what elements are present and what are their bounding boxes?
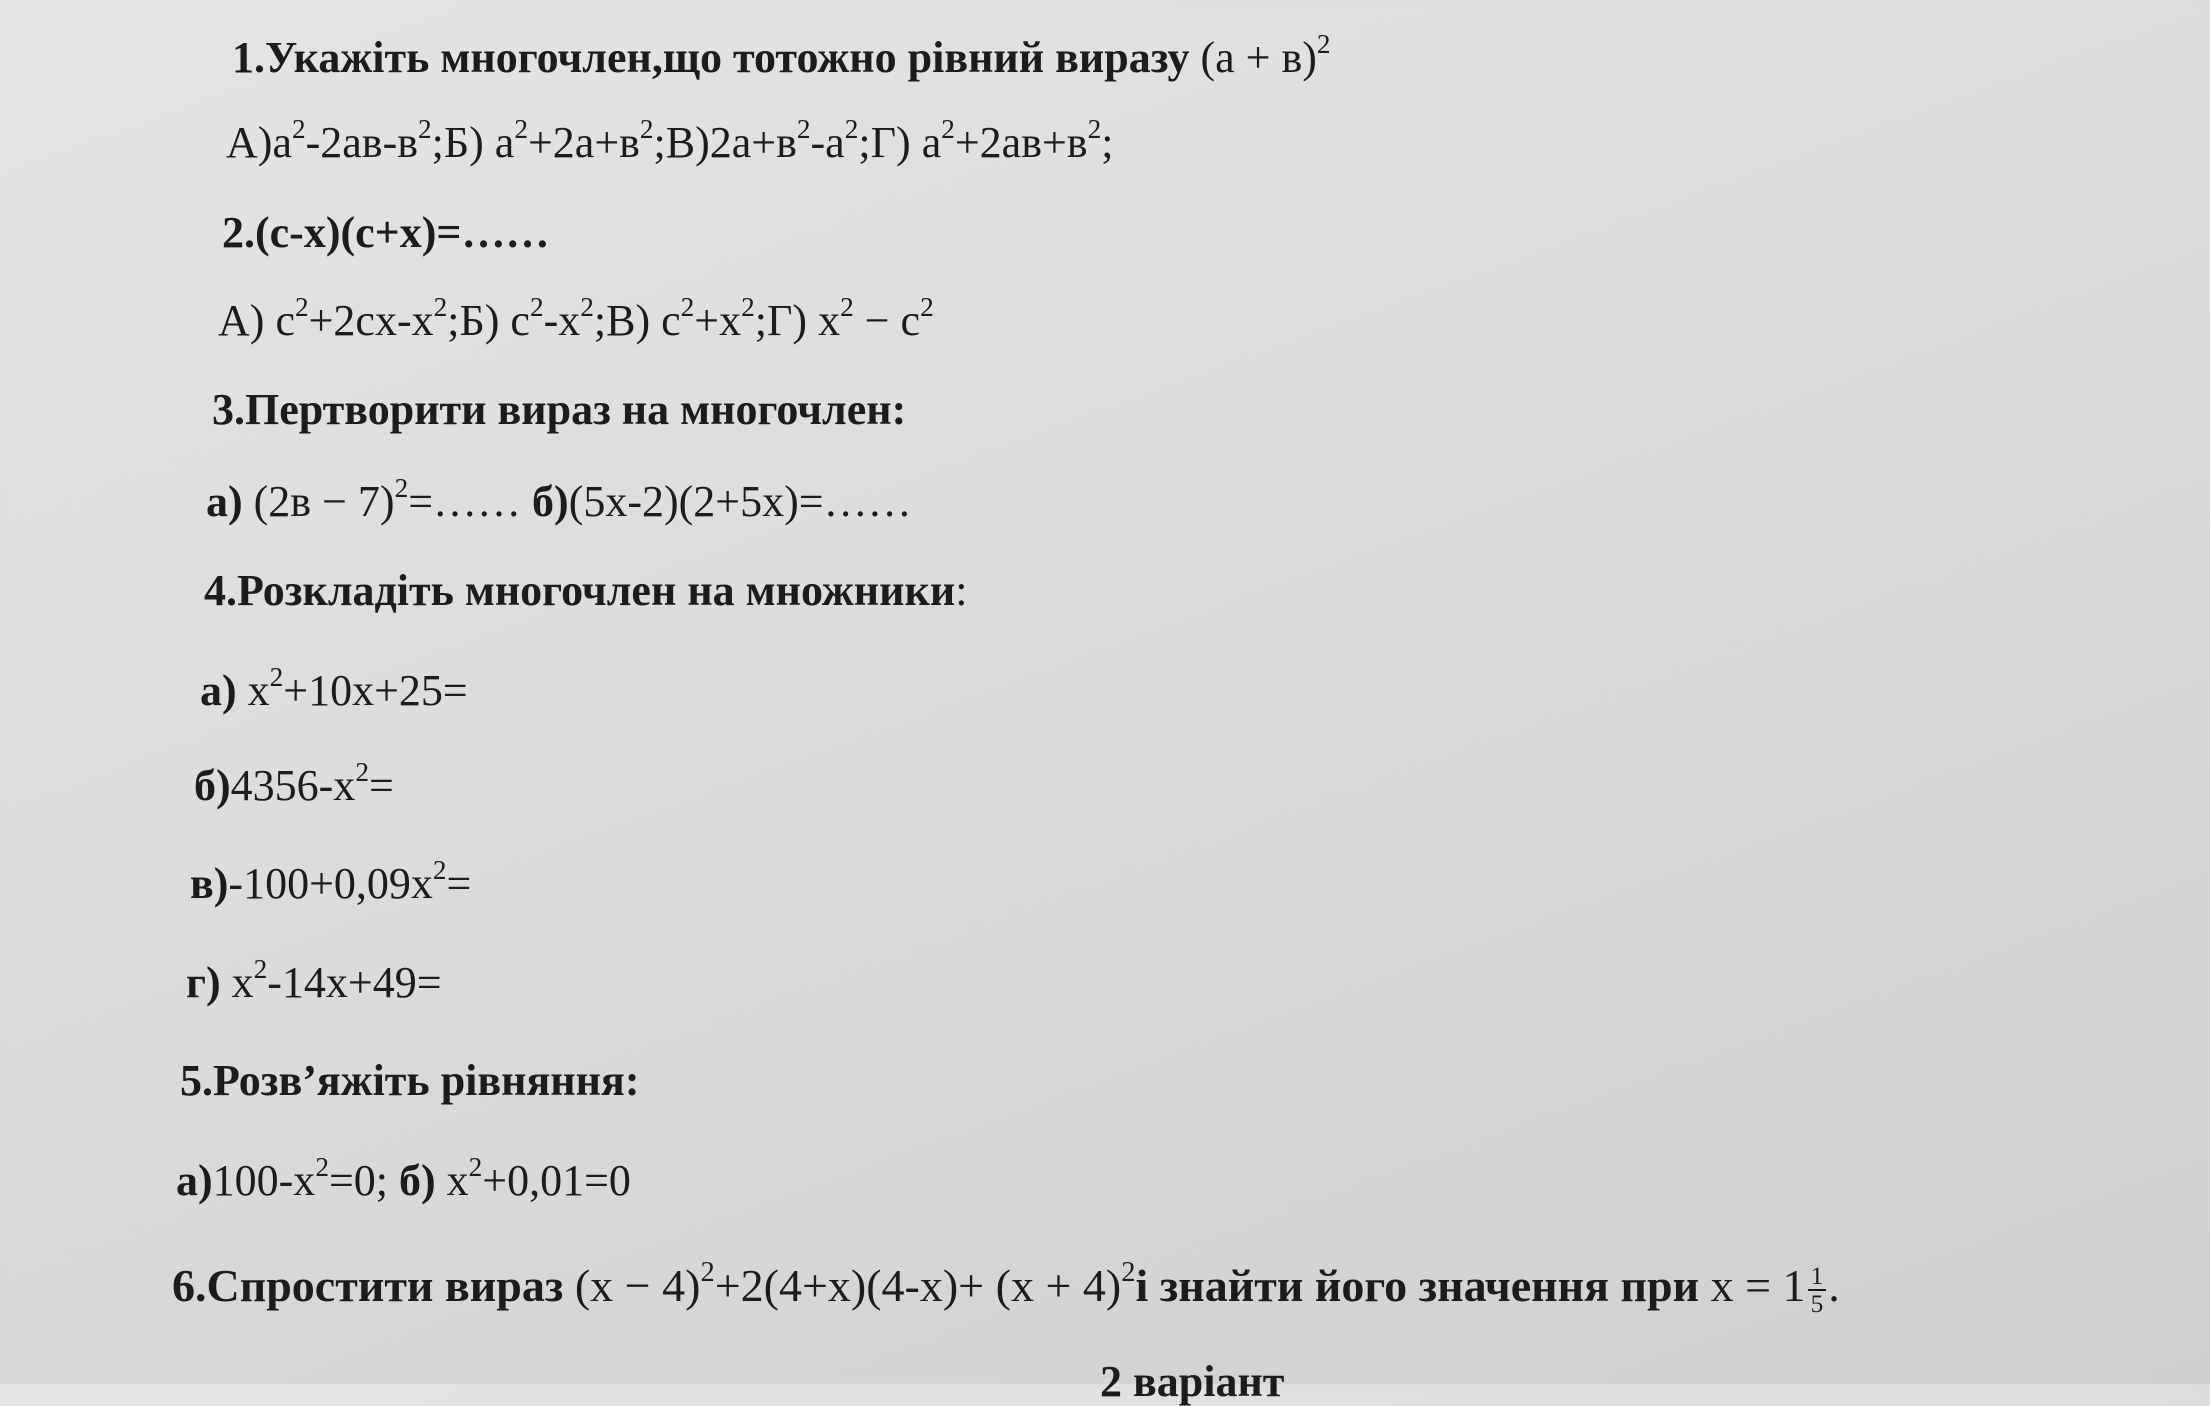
question-3-number: 3. <box>212 385 245 434</box>
variant-heading-cut: 2 варіант <box>1100 1357 1285 1406</box>
fraction-one-fifth: $\frac{1}{5}$ <box>1808 1263 1827 1318</box>
question-5-number: 5. <box>180 1056 213 1105</box>
question-6-number: 6. <box>172 1260 207 1311</box>
question-4-item-a: а) $x^2+10x+25=$ <box>200 661 468 715</box>
question-5-text: Розв’яжіть рівняння: <box>213 1056 640 1105</box>
question-5 <box>180 1055 639 1108</box>
question-4-item-b: $б)4356-x^2=$ <box>194 756 394 810</box>
question-4-number: 4. <box>204 566 237 615</box>
question-6-text: Спростити вираз <box>206 1260 575 1311</box>
question-3-tasks: а) $(2в - 7)^2=\dots\dots$ б)(5x-2)(2+5x)=…… <box>206 472 912 526</box>
question-1 <box>232 28 1331 85</box>
question-5-equations: $а)100-x^2=0$; б) $x^2+0,01=0$ <box>176 1151 631 1205</box>
question-1-number: 1. <box>232 33 265 82</box>
question-2-options: А) $c^2+2cx-x^2;Б$) $c^2-x^2;В$) $c^2+x^2;Г$) $x^2 - c^2$ <box>218 291 934 345</box>
question-1-options: $А)a^2-2aв-в^2;Б$) $a^2+2a+в^2;В)2a+в^2-a^2;Г$) $a^2+2aв+в^2$; <box>226 113 1114 167</box>
question-1-expression: $(a + в)^2$ <box>1200 28 1331 82</box>
question-6: 6.Спростити вираз $(x - 4)^2+2(4+x)(4-x)+ (x + 4)^2і$ знайти його значення при x = 1 $\frac{1}{5}$ . <box>172 1257 1840 1319</box>
question-1-text: Укажіть многочлен,що тотожно рівний виразу <box>265 33 1190 82</box>
question-4: 4.Розкладіть многочлен на множники: <box>204 566 968 615</box>
question-2 <box>222 207 549 260</box>
question-3 <box>212 384 906 437</box>
question-3-text: Пертворити вираз на многочлен: <box>245 385 907 434</box>
question-4-text: Розкладіть многочлен на множники <box>237 566 956 615</box>
question-2-number: 2. <box>222 208 255 257</box>
question-2-text: (c-x)(c+x)=…… <box>255 208 550 257</box>
question-4-item-d: г) $x^2-14x+49=$ <box>186 953 442 1007</box>
question-4-item-c: $в)-100+0,09x^2=$ <box>190 854 472 908</box>
